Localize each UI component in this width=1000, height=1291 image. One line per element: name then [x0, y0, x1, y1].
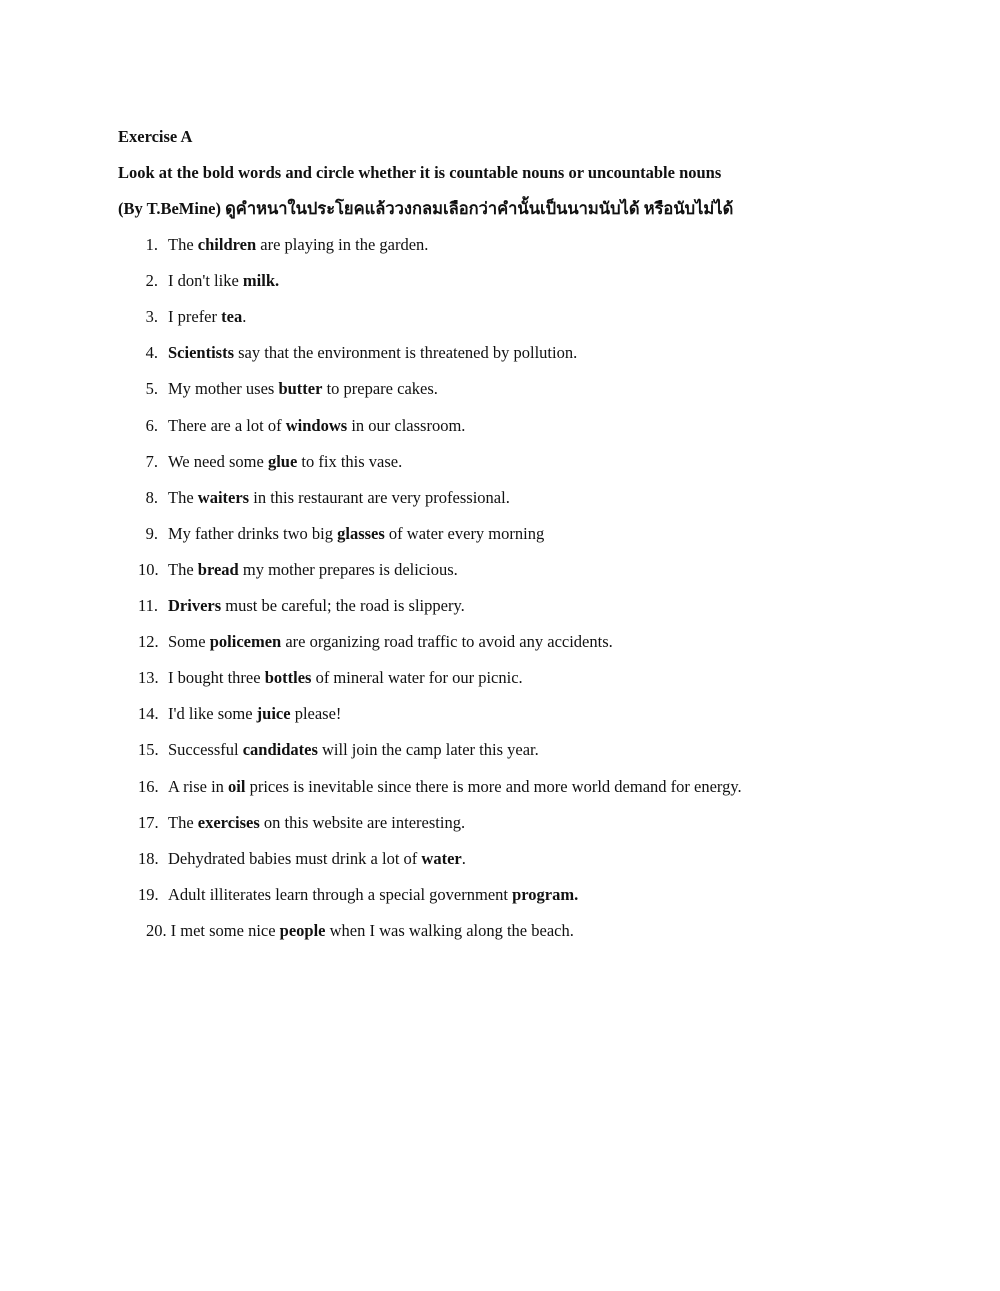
item-number: 19. [138, 885, 159, 904]
sentence-text-after: . [242, 307, 247, 326]
bold-noun: bread [197, 560, 239, 579]
byline-author: (By T.BeMine) [118, 199, 221, 218]
exercise-instruction: Look at the bold words and circle whether it is countable nouns or uncountable nouns [118, 163, 722, 182]
item-sentence [168, 885, 578, 905]
item-number: 5. [145, 379, 158, 398]
item-number: 7. [145, 452, 158, 471]
item-sentence [168, 596, 465, 616]
sentence-text-after: to fix this vase. [297, 452, 403, 471]
bold-noun: candidates [242, 740, 318, 759]
sentence-text-after: prices is inevitable since there is more and more world demand for energy. [245, 777, 742, 796]
bold-noun: program. [512, 885, 579, 904]
sentence-text-after: to prepare cakes. [322, 379, 438, 398]
sentence-text-before: The [168, 560, 198, 579]
bold-noun: glue [267, 452, 298, 471]
sentence-text-after: will join the camp later this year. [317, 740, 539, 759]
bold-noun: children [197, 235, 257, 254]
sentence-text-before: There are a lot of [168, 416, 286, 435]
sentence-text-after: of mineral water for our picnic. [311, 668, 523, 687]
sentence-text-after: my mother prepares is delicious. [238, 560, 458, 579]
item-number: 12. [138, 632, 159, 651]
sentence-text-after: in this restaurant are very professional. [249, 488, 510, 507]
sentence-text-before: Successful [168, 740, 243, 759]
bold-noun: juice [256, 704, 291, 723]
item-number: 10. [138, 560, 159, 579]
item-sentence [168, 740, 539, 760]
sentence-text-after: are playing in the garden. [256, 235, 429, 254]
sentence-text-before: I don't like [168, 271, 243, 290]
sentence-text-before: My father drinks two big [168, 524, 338, 543]
item-number: 16. [138, 777, 159, 796]
item-number: 3. [145, 307, 158, 326]
exercise-byline [118, 199, 733, 219]
item-number: 2. [145, 271, 158, 290]
item-sentence [168, 632, 613, 652]
item-number: 18. [138, 849, 159, 868]
bold-noun: water [421, 849, 462, 868]
list-item [146, 921, 574, 941]
item-sentence [168, 524, 544, 544]
item-sentence [168, 452, 402, 472]
bold-noun: oil [228, 777, 246, 796]
item-sentence [168, 668, 523, 688]
item-number: 15. [138, 740, 159, 759]
item-sentence [168, 307, 246, 327]
item-number: 14. [138, 704, 159, 723]
sentence-text-before: A rise in [168, 777, 229, 796]
sentence-text-before: I bought three [168, 668, 265, 687]
sentence-text-before: I prefer [168, 307, 222, 326]
sentence-text-before: The [168, 488, 198, 507]
sentence-text-before: The [168, 235, 198, 254]
bold-noun: butter [278, 379, 323, 398]
sentence-text-before: Some [168, 632, 210, 651]
item-number: 20. [146, 921, 167, 940]
item-sentence [168, 777, 742, 797]
item-sentence [168, 560, 458, 580]
bold-noun: milk. [242, 271, 280, 290]
item-number: 17. [138, 813, 159, 832]
sentence-text-after: say that the environment is threatened by pollution. [234, 343, 578, 362]
item-number: 9. [145, 524, 158, 543]
item-sentence [171, 921, 574, 940]
bold-noun: tea [221, 307, 243, 326]
bold-noun: exercises [197, 813, 260, 832]
item-sentence [168, 849, 466, 869]
bold-noun: Drivers [168, 596, 222, 615]
sentence-text-before: Dehydrated babies must drink a lot of [168, 849, 422, 868]
item-number: 1. [145, 235, 158, 254]
sentence-text-after: must be careful; the road is slippery. [221, 596, 465, 615]
item-number: 8. [145, 488, 158, 507]
item-sentence [168, 271, 279, 291]
sentence-text-before: I'd like some [168, 704, 257, 723]
item-sentence [168, 813, 465, 833]
sentence-text-before: The [168, 813, 198, 832]
item-sentence [168, 343, 577, 363]
item-sentence [168, 416, 465, 436]
item-number: 11. [138, 596, 159, 615]
byline-thai-instruction: ดูคำหนาในประโยคแล้ววงกลมเลือกว่าคำนั้นเป็นนามนับได้ หรือนับไม่ได้ [220, 199, 734, 218]
item-sentence [168, 235, 428, 255]
sentence-text-after: . [461, 849, 466, 868]
sentence-text-after: please! [290, 704, 342, 723]
item-number: 4. [145, 343, 158, 362]
sentence-text-before: Adult illiterates learn through a special government [168, 885, 513, 904]
bold-noun: bottles [264, 668, 312, 687]
sentence-text-before: I met some nice [170, 921, 280, 940]
item-number: 13. [138, 668, 159, 687]
item-sentence [168, 379, 438, 399]
item-number: 6. [145, 416, 158, 435]
sentence-text-before: We need some [168, 452, 268, 471]
exercise-title: Exercise A [118, 127, 193, 146]
sentence-text-after: when I was walking along the beach. [325, 921, 574, 940]
sentence-text-after: are organizing road traffic to avoid any accidents. [281, 632, 613, 651]
item-sentence [168, 488, 510, 508]
bold-noun: windows [285, 416, 348, 435]
sentence-text-after: on this website are interesting. [259, 813, 466, 832]
sentence-text-before: My mother uses [168, 379, 279, 398]
item-sentence [168, 704, 341, 724]
sentence-text-after: of water every morning [384, 524, 545, 543]
bold-noun: glasses [337, 524, 385, 543]
bold-noun: people [279, 921, 326, 940]
bold-noun: waiters [197, 488, 250, 507]
bold-noun: policemen [209, 632, 282, 651]
sentence-text-after: in our classroom. [347, 416, 466, 435]
bold-noun: Scientists [168, 343, 234, 362]
